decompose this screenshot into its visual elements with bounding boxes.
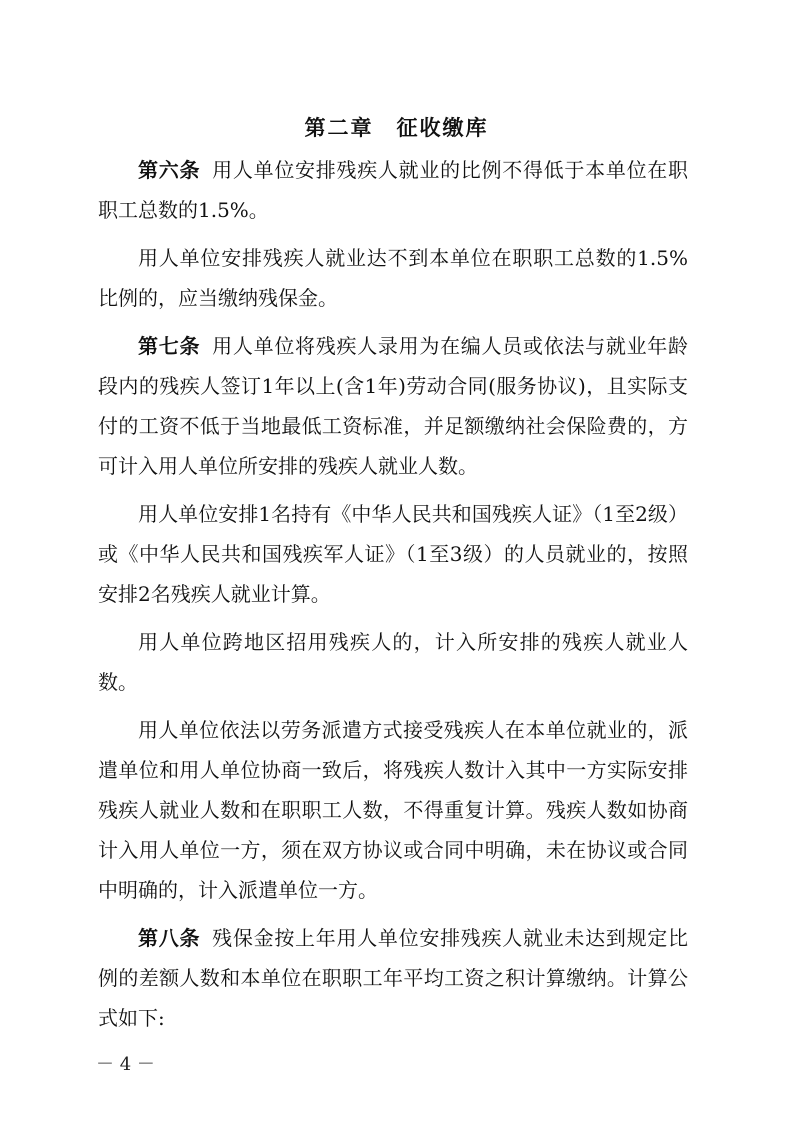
- paragraph-text: 用人单位安排残疾人就业达不到本单位在职职工总数的1.5%比例的，应当缴纳残保金。: [98, 246, 688, 310]
- article-heading: 第七条: [138, 334, 201, 358]
- article-7-paragraph-2: [98, 494, 688, 614]
- article-heading: 第六条: [138, 158, 201, 182]
- paragraph-text: 用人单位依法以劳务派遣方式接受残疾人在本单位就业的，派遣单位和用人单位协商一致后，将残疾人数计入其中一方实际安排残疾人就业人数和在职职工人数，不得重复计算。残疾人数如协商计入用人单位一方，须在双方协议或合同中明确，未在协议或合同中明确的，计入派遣单位一方。: [98, 718, 688, 902]
- chapter-title: 第二章 征收缴库: [304, 115, 489, 140]
- article-7-paragraph: [98, 326, 688, 486]
- article-heading: 第八条: [138, 926, 201, 950]
- article-7-paragraph-4: [98, 710, 688, 910]
- article-8-paragraph: [98, 918, 688, 1038]
- article-6-paragraph: [98, 150, 688, 230]
- article-6-paragraph-2: [98, 238, 688, 318]
- article-7-paragraph-3: [98, 622, 688, 702]
- paragraph-text: 用人单位安排1名持有《中华人民共和国残疾人证》（1至2级）或《中华人民共和国残疾军人证》（1至3级）的人员就业的，按照安排2名残疾人就业计算。: [98, 502, 688, 606]
- document-body: [98, 150, 688, 1046]
- paragraph-text: 用人单位安排残疾人就业的比例不得低于本单位在职职工总数的1.5%。: [98, 158, 689, 222]
- paragraph-text: 用人单位将残疾人录用为在编人员或依法与就业年龄段内的残疾人签订1年以上(含1年)劳动合同(服务协议)，且实际支付的工资不低于当地最低工资标准，并足额缴纳社会保险费的，方可计入用人单位所安排的残疾人就业人数。: [98, 334, 689, 478]
- paragraph-text: 用人单位跨地区招用残疾人的，计入所安排的残疾人就业人数。: [98, 630, 688, 694]
- paragraph-text: 残保金按上年用人单位安排残疾人就业未达到规定比例的差额人数和本单位在职职工年平均工资之积计算缴纳。计算公式如下:: [98, 926, 689, 1030]
- page-number: － 4 －: [96, 1054, 155, 1075]
